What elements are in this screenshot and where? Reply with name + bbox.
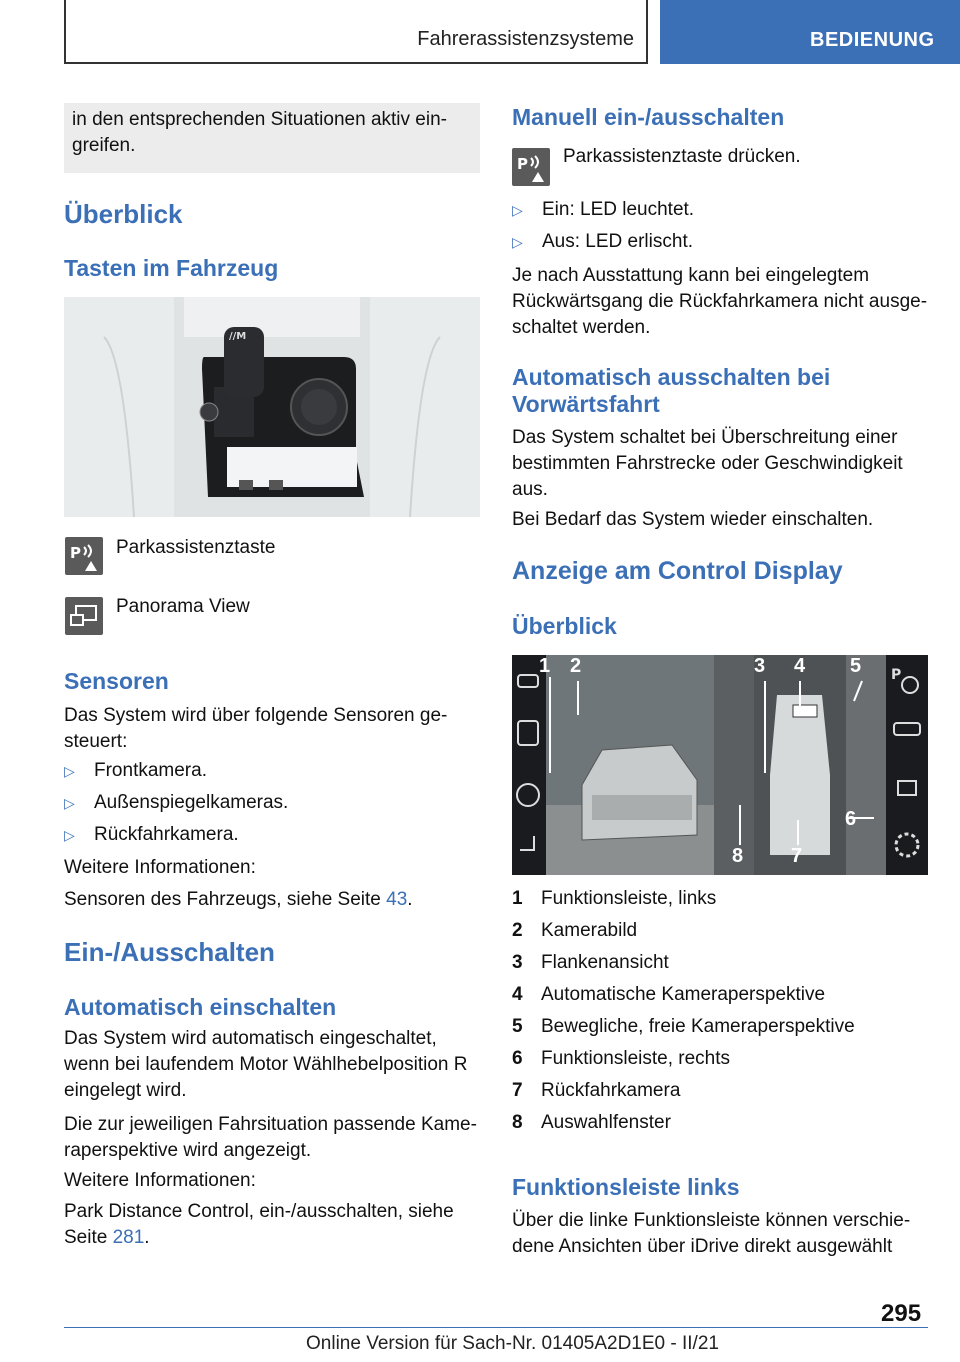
bullet-triangle-icon: ▷: [512, 234, 523, 250]
auto-ein-text-2: Die zur jeweiligen Fahrsituation passende Kame- raperspektive wird angezeigt.: [64, 1114, 477, 1161]
legend-item: 7 Rückfahrkamera: [512, 1080, 681, 1101]
list-item: ▷ Ein: LED leuchtet.: [512, 199, 695, 220]
page-link-43[interactable]: 43: [386, 889, 408, 910]
list-item: ▷ Aus: LED erlischt.: [512, 231, 693, 252]
footer-divider: [64, 1327, 864, 1328]
funktionsleiste-text: Über die linke Funktionsleiste können verschie- dene Ansichten über iDrive direkt ausgewählt: [512, 1210, 911, 1257]
page-link-281[interactable]: 281: [112, 1227, 145, 1248]
callout-number: 1: [539, 655, 551, 677]
auto-aus-text: Das System schaltet bei Überschreitung einer bestimmten Fahrstrecke oder Geschwindigkeit aus.: [512, 427, 903, 500]
svg-text:P: P: [891, 667, 902, 683]
bullet-triangle-icon: ▷: [64, 763, 75, 779]
sensoren-intro: Das System wird über folgende Sensoren ge- steuert:: [64, 705, 448, 752]
header-section-title: Fahrerassistenzsysteme: [417, 28, 634, 50]
svg-text://M: //M: [229, 331, 247, 342]
list-item: ▷ Frontkamera.: [64, 760, 207, 781]
panorama-view-label: Panorama View: [116, 596, 250, 617]
heading-einaus: Ein-/Ausschalten: [64, 937, 275, 967]
callout-number: 2: [570, 655, 582, 677]
header-chapter-title: BEDIENUNG: [810, 29, 935, 51]
legend-item: 8 Auswahlfenster: [512, 1112, 671, 1133]
manuell-text: Parkassistenztaste drücken.: [563, 146, 801, 167]
auto-aus-text-2: Bei Bedarf das System wieder einschalten.: [512, 509, 874, 530]
page-number: 295: [881, 1300, 922, 1327]
legend-item: 4 Automatische Kameraperspektive: [512, 984, 826, 1005]
footer-divider: [864, 1327, 928, 1328]
park-assist-button-icon: [512, 148, 550, 186]
bullet-triangle-icon: ▷: [64, 827, 75, 843]
weitere-info-label: Weitere Informationen:: [64, 857, 256, 878]
legend-item: 5 Bewegliche, freie Kameraperspektive: [512, 1016, 855, 1037]
heading-ueberblick: Überblick: [64, 199, 183, 229]
note-box: [64, 103, 480, 173]
heading-anzeige: Anzeige am Control Display: [512, 557, 843, 585]
callout-number: 7: [791, 845, 803, 867]
callout-number: 3: [754, 655, 766, 677]
online-version-text: Online Version für Sach-Nr. 01405A2D1E0 - II/21: [306, 1333, 719, 1354]
heading-funktionsleiste: Funktionsleiste links: [512, 1174, 740, 1200]
control-display-illustration: [512, 655, 928, 875]
heading-auto-aus: Automatisch ausschalten bei Vorwärtsfahrt: [512, 364, 831, 417]
legend-item: 6 Funktionsleiste, rechts: [512, 1048, 731, 1069]
header-chapter-tab: [660, 0, 960, 64]
list-item: ▷ Außenspiegelkameras.: [64, 792, 289, 813]
sensoren-reference: Sensoren des Fahrzeugs, siehe Seite 43.: [64, 889, 413, 910]
bullet-triangle-icon: ▷: [512, 202, 523, 218]
legend-item: 3 Flankenansicht: [512, 952, 669, 973]
callout-number: 5: [850, 655, 862, 677]
heading-ueberblick-2: Überblick: [512, 613, 617, 639]
callout-number: 4: [794, 655, 806, 677]
heading-tasten: Tasten im Fahrzeug: [64, 255, 279, 281]
pdc-reference: Park Distance Control, ein-/ausschalten, siehe Seite 281.: [64, 1201, 454, 1248]
note-text: in den entsprechenden Situationen aktiv ein- greifen.: [72, 109, 447, 156]
heading-sensoren: Sensoren: [64, 668, 169, 694]
park-assist-button-icon: [65, 537, 103, 575]
callout-number: 8: [732, 845, 744, 867]
legend-item: 2 Kamerabild: [512, 920, 638, 941]
console-illustration: [64, 297, 480, 517]
auto-ein-text: Das System wird automatisch eingeschaltet, wenn bei laufendem Motor Wählhebelposition R eingelegt wird.: [64, 1028, 468, 1101]
svg-text:P: P: [517, 155, 528, 173]
callout-number: 6: [845, 808, 857, 830]
list-item: ▷ Rückfahrkamera.: [64, 824, 239, 845]
legend-item: 1 Funktionsleiste, links: [512, 888, 717, 909]
header-section-tab: [64, 0, 648, 64]
weitere-info-label-2: Weitere Informationen:: [64, 1170, 256, 1191]
svg-text:P: P: [70, 544, 81, 562]
rueckfahr-text: Je nach Ausstattung kann bei eingelegtem Rückwärtsgang die Rückfahrkamera nicht ausge- schaltet werden.: [512, 265, 928, 338]
bullet-triangle-icon: ▷: [64, 795, 75, 811]
heading-auto-ein: Automatisch einschalten: [64, 994, 337, 1020]
heading-manuell: Manuell ein-/ausschalten: [512, 104, 785, 130]
panorama-view-button-icon: [65, 597, 103, 635]
park-assist-label: Parkassistenztaste: [116, 537, 276, 558]
